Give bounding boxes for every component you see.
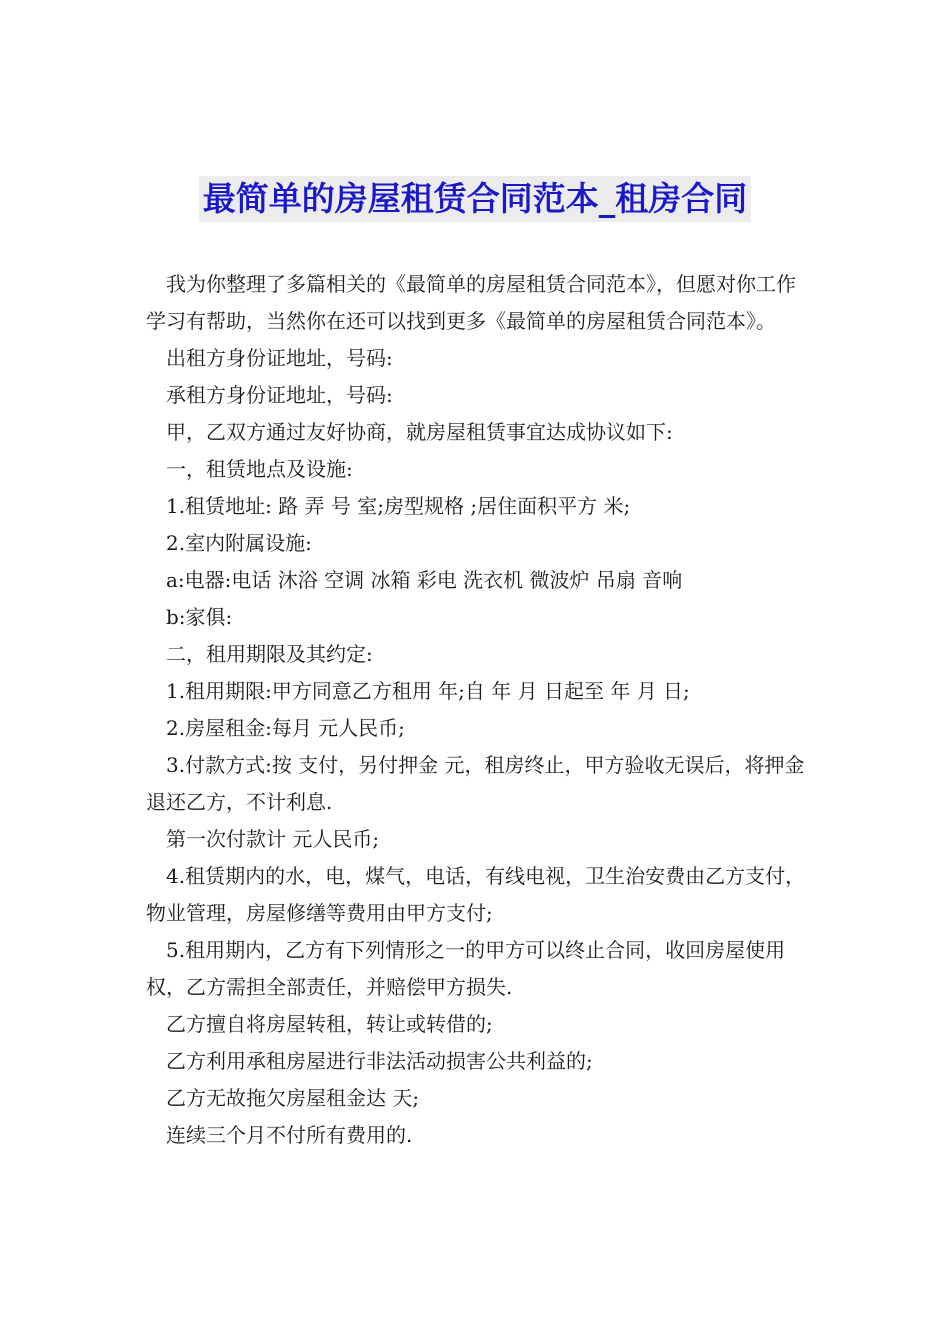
- document-body: [146, 266, 810, 1154]
- section-heading-term: 二，租用期限及其约定:: [166, 642, 373, 666]
- paragraph-appliances: a:电器:电话 沐浴 空调 冰箱 彩电 洗衣机 微波炉 吊扇 音响: [166, 568, 683, 592]
- paragraph-agreement: 甲，乙双方通过友好协商，就房屋租赁事宜达成协议如下:: [166, 420, 673, 444]
- paragraph-facilities: 2.室内附属设施:: [166, 531, 312, 555]
- paragraph-unpaid-fees: 连续三个月不付所有费用的.: [166, 1123, 413, 1147]
- paragraph-lessor: 出租方身份证地址，号码:: [166, 346, 393, 370]
- paragraph-address: 1.租赁地址: 路 弄 号 室;房型规格 ;居住面积平方 米;: [166, 494, 631, 518]
- paragraph-illegal-use: 乙方利用承租房屋进行非法活动损害公共利益的;: [166, 1049, 593, 1073]
- paragraph-sublet: 乙方擅自将房屋转租，转让或转借的;: [166, 1012, 493, 1036]
- paragraph-payment: 3.付款方式:按 支付，另付押金 元，租房终止，甲方验收无误后，将押金退还乙方，不计利息.: [146, 753, 805, 814]
- paragraph-lessee: 承租方身份证地址，号码:: [166, 383, 393, 407]
- paragraph-term: 1.租用期限:甲方同意乙方租用 年;自 年 月 日起至 年 月 日;: [166, 679, 690, 703]
- paragraph-intro: 我为你整理了多篇相关的《最简单的房屋租赁合同范本》，但愿对你工作学习有帮助，当然你在还可以找到更多《最简单的房屋租赁合同范本》。: [146, 272, 796, 333]
- paragraph-termination: 5.租用期内，乙方有下列情形之一的甲方可以终止合同，收回房屋使用权，乙方需担全部责任，并赔偿甲方损失.: [146, 938, 786, 999]
- paragraph-arrears: 乙方无故拖欠房屋租金达 天;: [166, 1086, 420, 1110]
- paragraph-first-payment: 第一次付款计 元人民币;: [166, 827, 380, 851]
- paragraph-rent: 2.房屋租金:每月 元人民币;: [166, 716, 405, 740]
- title-container: [0, 176, 950, 222]
- document-title: 最简单的房屋租赁合同范本_租房合同: [199, 176, 752, 222]
- paragraph-utilities: 4.租赁期内的水，电，煤气，电话，有线电视，卫生治安费由乙方支付，物业管理，房屋修缮等费用由甲方支付;: [146, 864, 806, 925]
- paragraph-furniture: b:家俱:: [166, 605, 233, 629]
- section-heading-location: 一，租赁地点及设施:: [166, 457, 353, 481]
